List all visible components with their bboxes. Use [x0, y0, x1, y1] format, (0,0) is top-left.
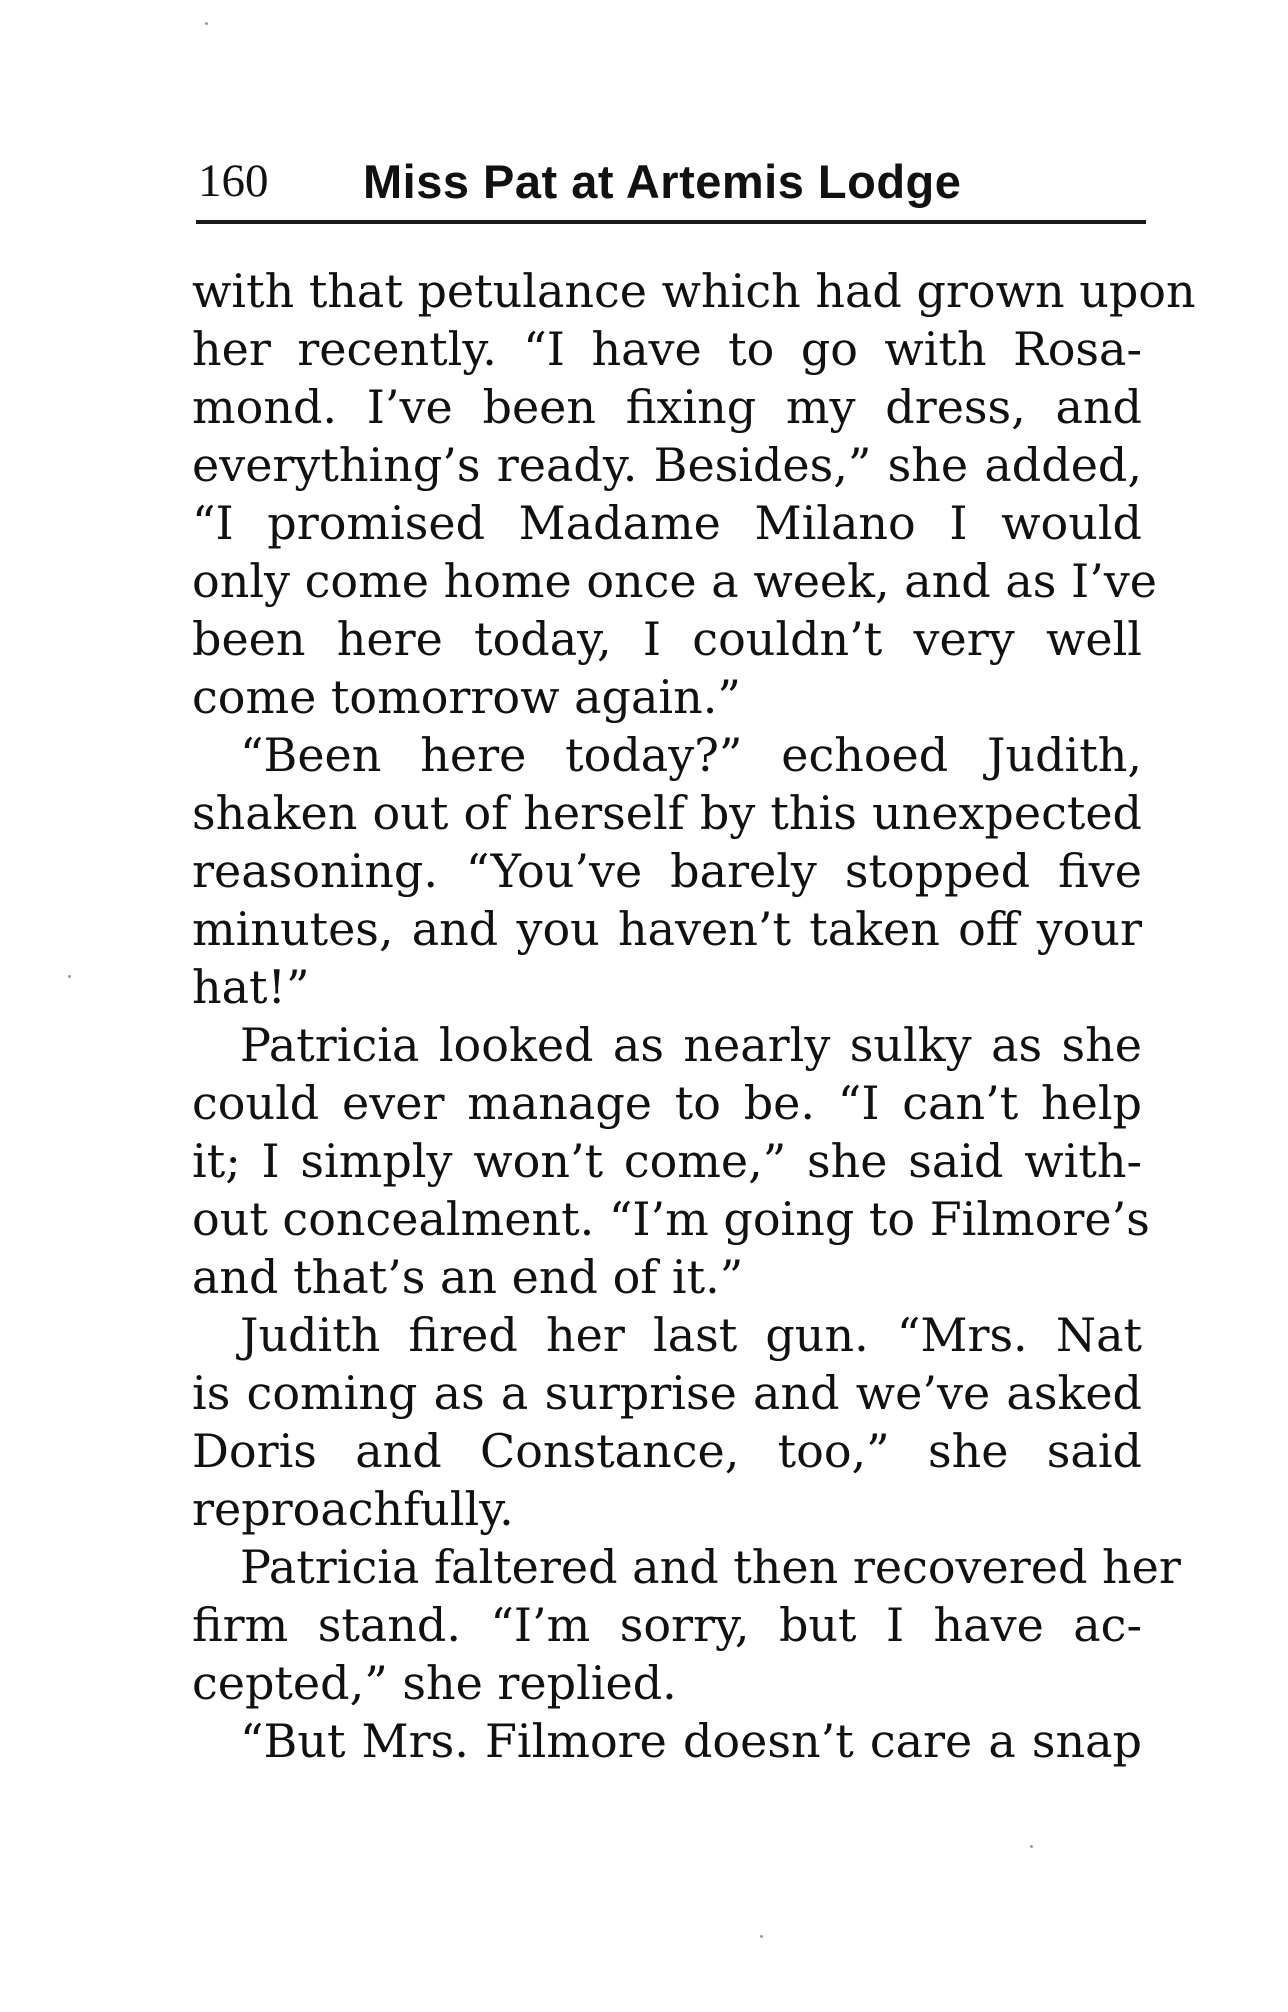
text-line: shaken out of herself by this unexpected: [192, 786, 1142, 840]
paper-speck: [205, 22, 208, 25]
paper-speck: [1030, 1845, 1033, 1848]
text-line: “Been here today?” echoed Judith,: [240, 728, 1142, 782]
paper-speck: [68, 975, 71, 978]
text-line: “I promised Madame Milano I would: [192, 496, 1142, 550]
text-line: could ever manage to be. “I can’t help: [192, 1076, 1142, 1130]
header-rule: [196, 220, 1146, 224]
running-title: Miss Pat at Artemis Lodge: [363, 155, 962, 208]
body-text: [192, 262, 1196, 1770]
text-line: Doris and Constance, too,” she said: [192, 1424, 1142, 1478]
text-line: been here today, I couldn’t very well: [192, 612, 1142, 666]
text-line: mond. I’ve been fixing my dress, and: [192, 380, 1142, 434]
text-line: come tomorrow again.”: [192, 670, 741, 724]
text-line: only come home once a week, and as I’ve: [192, 554, 1158, 608]
text-line: Patricia looked as nearly sulky as she: [240, 1018, 1142, 1072]
text-line: reasoning. “You’ve barely stopped five: [192, 844, 1142, 898]
text-line: everything’s ready. Besides,” she added,: [192, 438, 1142, 492]
text-line: with that petulance which had grown upon: [192, 264, 1196, 318]
text-line: minutes, and you haven’t taken off your: [192, 902, 1142, 956]
text-line: “But Mrs. Filmore doesn’t care a snap: [240, 1714, 1142, 1768]
text-line: firm stand. “I’m sorry, but I have ac-: [192, 1598, 1142, 1652]
paper-speck: [760, 1935, 763, 1938]
text-line: hat!”: [192, 960, 310, 1014]
text-line: Patricia faltered and then recovered her: [240, 1540, 1181, 1594]
text-line: it; I simply won’t come,” she said with-: [192, 1134, 1142, 1188]
page-number: 160: [198, 155, 269, 207]
text-line: Judith fired her last gun. “Mrs. Nat: [240, 1308, 1142, 1362]
text-line: is coming as a surprise and we’ve asked: [192, 1366, 1142, 1420]
running-head: [198, 150, 1148, 210]
text-line: cepted,” she replied.: [192, 1656, 677, 1710]
text-line: her recently. “I have to go with Rosa-: [192, 322, 1142, 376]
text-line: and that’s an end of it.”: [192, 1250, 744, 1304]
text-line: reproachfully.: [192, 1482, 514, 1536]
text-line: out concealment. “I’m going to Filmore’s: [192, 1192, 1150, 1246]
